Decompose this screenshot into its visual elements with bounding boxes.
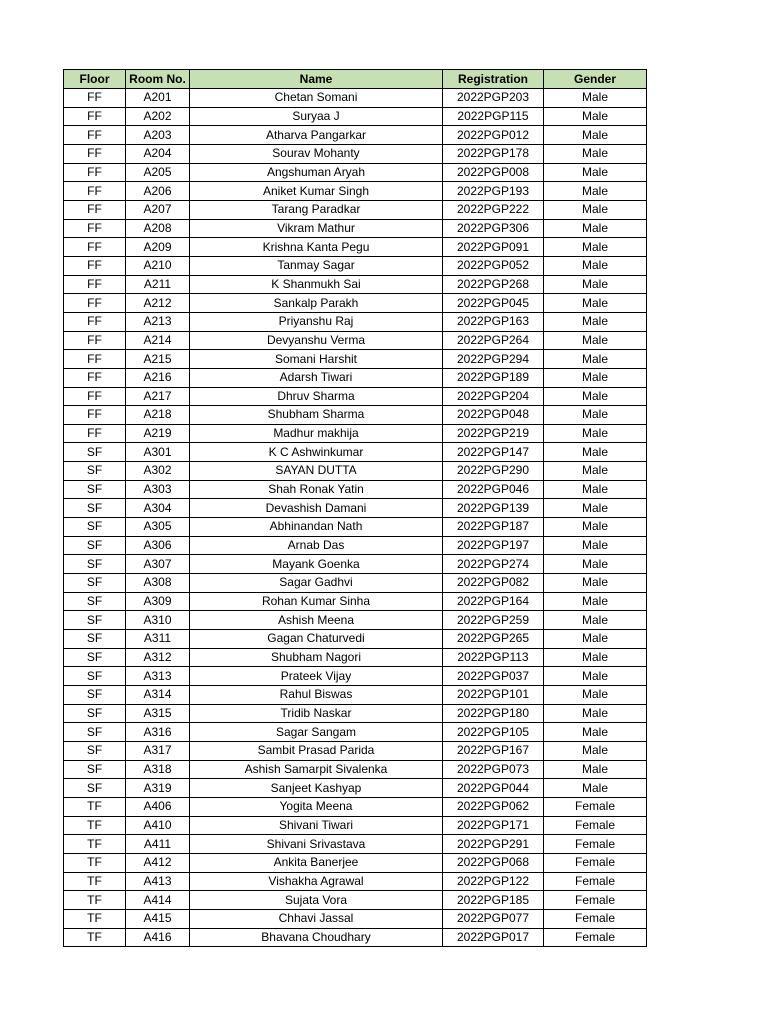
cell-registration: 2022PGP017 [443, 928, 544, 947]
cell-gender: Female [544, 909, 647, 928]
cell-floor: SF [64, 704, 126, 723]
cell-room-no: A214 [126, 331, 190, 350]
cell-floor: FF [64, 368, 126, 387]
table-row [64, 891, 647, 910]
table-row [64, 574, 647, 593]
cell-floor: FF [64, 387, 126, 406]
table-row [64, 648, 647, 667]
table-row [64, 536, 647, 555]
cell-name: Suryaa J [190, 107, 443, 126]
cell-gender: Male [544, 126, 647, 145]
cell-room-no: A212 [126, 294, 190, 313]
cell-name: Shah Ronak Yatin [190, 480, 443, 499]
cell-room-no: A211 [126, 275, 190, 294]
table-row [64, 611, 647, 630]
cell-room-no: A305 [126, 518, 190, 537]
cell-gender: Male [544, 686, 647, 705]
cell-room-no: A209 [126, 238, 190, 257]
cell-room-no: A206 [126, 182, 190, 201]
cell-room-no: A213 [126, 312, 190, 331]
cell-registration: 2022PGP204 [443, 387, 544, 406]
cell-name: K C Ashwinkumar [190, 443, 443, 462]
cell-room-no: A203 [126, 126, 190, 145]
cell-room-no: A313 [126, 667, 190, 686]
cell-floor: TF [64, 853, 126, 872]
cell-registration: 2022PGP290 [443, 462, 544, 481]
cell-registration: 2022PGP171 [443, 816, 544, 835]
cell-name: Dhruv Sharma [190, 387, 443, 406]
cell-name: Somani Harshit [190, 350, 443, 369]
cell-floor: FF [64, 89, 126, 108]
cell-gender: Male [544, 406, 647, 425]
cell-floor: SF [64, 667, 126, 686]
table-row [64, 518, 647, 537]
header-room-no: Room No. [126, 70, 190, 89]
cell-registration: 2022PGP197 [443, 536, 544, 555]
table-row [64, 555, 647, 574]
cell-registration: 2022PGP082 [443, 574, 544, 593]
cell-gender: Male [544, 592, 647, 611]
cell-name: Sujata Vora [190, 891, 443, 910]
table-row [64, 686, 647, 705]
cell-gender: Male [544, 574, 647, 593]
table-row [64, 144, 647, 163]
cell-room-no: A412 [126, 853, 190, 872]
table-row [64, 741, 647, 760]
cell-gender: Male [544, 294, 647, 313]
cell-room-no: A314 [126, 686, 190, 705]
cell-registration: 2022PGP046 [443, 480, 544, 499]
cell-gender: Male [544, 630, 647, 649]
table-header [64, 70, 647, 89]
cell-gender: Male [544, 741, 647, 760]
cell-gender: Male [544, 256, 647, 275]
cell-floor: SF [64, 555, 126, 574]
cell-floor: SF [64, 499, 126, 518]
cell-floor: FF [64, 144, 126, 163]
cell-room-no: A317 [126, 741, 190, 760]
cell-gender: Male [544, 611, 647, 630]
cell-registration: 2022PGP163 [443, 312, 544, 331]
cell-gender: Male [544, 368, 647, 387]
table-row [64, 443, 647, 462]
cell-floor: TF [64, 909, 126, 928]
table-row [64, 779, 647, 798]
cell-floor: FF [64, 182, 126, 201]
cell-room-no: A218 [126, 406, 190, 425]
cell-gender: Female [544, 797, 647, 816]
table-row [64, 89, 647, 108]
cell-registration: 2022PGP268 [443, 275, 544, 294]
cell-floor: FF [64, 312, 126, 331]
cell-room-no: A219 [126, 424, 190, 443]
cell-name: Adarsh Tiwari [190, 368, 443, 387]
table-row [64, 406, 647, 425]
cell-name: Shubham Nagori [190, 648, 443, 667]
cell-registration: 2022PGP115 [443, 107, 544, 126]
cell-registration: 2022PGP008 [443, 163, 544, 182]
cell-name: Tridib Naskar [190, 704, 443, 723]
cell-name: Sagar Gadhvi [190, 574, 443, 593]
cell-gender: Female [544, 891, 647, 910]
table-row [64, 667, 647, 686]
table-row [64, 872, 647, 891]
cell-gender: Male [544, 667, 647, 686]
cell-floor: SF [64, 462, 126, 481]
cell-gender: Male [544, 760, 647, 779]
cell-floor: SF [64, 723, 126, 742]
table-row [64, 835, 647, 854]
table-row [64, 424, 647, 443]
table-row [64, 909, 647, 928]
cell-gender: Male [544, 536, 647, 555]
cell-floor: FF [64, 163, 126, 182]
table-row [64, 200, 647, 219]
table-row [64, 797, 647, 816]
header-row [64, 70, 647, 89]
cell-registration: 2022PGP122 [443, 872, 544, 891]
cell-floor: FF [64, 107, 126, 126]
cell-room-no: A210 [126, 256, 190, 275]
cell-room-no: A302 [126, 462, 190, 481]
cell-floor: TF [64, 816, 126, 835]
cell-floor: FF [64, 331, 126, 350]
table-row [64, 368, 647, 387]
cell-gender: Female [544, 853, 647, 872]
table-row [64, 499, 647, 518]
cell-name: Shivani Tiwari [190, 816, 443, 835]
cell-room-no: A316 [126, 723, 190, 742]
cell-name: Sambit Prasad Parida [190, 741, 443, 760]
cell-floor: SF [64, 574, 126, 593]
cell-registration: 2022PGP180 [443, 704, 544, 723]
cell-name: Arnab Das [190, 536, 443, 555]
table-row [64, 387, 647, 406]
cell-gender: Male [544, 518, 647, 537]
cell-name: Vishakha Agrawal [190, 872, 443, 891]
cell-name: Chhavi Jassal [190, 909, 443, 928]
table-row [64, 350, 647, 369]
header-registration: Registration [443, 70, 544, 89]
cell-name: Aniket Kumar Singh [190, 182, 443, 201]
cell-gender: Male [544, 723, 647, 742]
cell-registration: 2022PGP294 [443, 350, 544, 369]
cell-registration: 2022PGP045 [443, 294, 544, 313]
cell-registration: 2022PGP193 [443, 182, 544, 201]
cell-gender: Female [544, 835, 647, 854]
cell-room-no: A204 [126, 144, 190, 163]
cell-registration: 2022PGP091 [443, 238, 544, 257]
cell-room-no: A416 [126, 928, 190, 947]
cell-gender: Male [544, 443, 647, 462]
table-row [64, 294, 647, 313]
cell-name: Ashish Meena [190, 611, 443, 630]
table-row [64, 704, 647, 723]
cell-gender: Male [544, 350, 647, 369]
table-row [64, 331, 647, 350]
cell-room-no: A413 [126, 872, 190, 891]
cell-gender: Female [544, 816, 647, 835]
cell-floor: TF [64, 835, 126, 854]
cell-name: SAYAN DUTTA [190, 462, 443, 481]
cell-room-no: A301 [126, 443, 190, 462]
cell-registration: 2022PGP167 [443, 741, 544, 760]
cell-registration: 2022PGP264 [443, 331, 544, 350]
cell-floor: SF [64, 536, 126, 555]
table-row [64, 816, 647, 835]
table-row [64, 275, 647, 294]
cell-room-no: A311 [126, 630, 190, 649]
cell-floor: SF [64, 779, 126, 798]
cell-room-no: A215 [126, 350, 190, 369]
table-row [64, 462, 647, 481]
cell-floor: FF [64, 350, 126, 369]
cell-room-no: A216 [126, 368, 190, 387]
cell-room-no: A315 [126, 704, 190, 723]
table-row [64, 630, 647, 649]
cell-floor: FF [64, 294, 126, 313]
cell-name: Sankalp Parakh [190, 294, 443, 313]
cell-floor: FF [64, 256, 126, 275]
cell-gender: Male [544, 89, 647, 108]
cell-gender: Male [544, 182, 647, 201]
cell-registration: 2022PGP185 [443, 891, 544, 910]
cell-room-no: A312 [126, 648, 190, 667]
cell-name: Rohan Kumar Sinha [190, 592, 443, 611]
cell-name: Abhinandan Nath [190, 518, 443, 537]
cell-room-no: A207 [126, 200, 190, 219]
cell-gender: Male [544, 238, 647, 257]
cell-floor: SF [64, 630, 126, 649]
cell-name: Rahul Biswas [190, 686, 443, 705]
cell-gender: Male [544, 200, 647, 219]
cell-registration: 2022PGP062 [443, 797, 544, 816]
cell-room-no: A415 [126, 909, 190, 928]
cell-room-no: A310 [126, 611, 190, 630]
table-row [64, 126, 647, 145]
cell-name: Madhur makhija [190, 424, 443, 443]
cell-registration: 2022PGP178 [443, 144, 544, 163]
table-row [64, 182, 647, 201]
cell-registration: 2022PGP113 [443, 648, 544, 667]
cell-name: Krishna Kanta Pegu [190, 238, 443, 257]
cell-room-no: A306 [126, 536, 190, 555]
cell-registration: 2022PGP189 [443, 368, 544, 387]
cell-room-no: A307 [126, 555, 190, 574]
cell-gender: Male [544, 275, 647, 294]
cell-floor: FF [64, 219, 126, 238]
table-row [64, 163, 647, 182]
cell-gender: Male [544, 219, 647, 238]
cell-name: Devashish Damani [190, 499, 443, 518]
cell-gender: Male [544, 144, 647, 163]
cell-room-no: A318 [126, 760, 190, 779]
cell-room-no: A217 [126, 387, 190, 406]
cell-registration: 2022PGP164 [443, 592, 544, 611]
cell-floor: SF [64, 611, 126, 630]
cell-registration: 2022PGP274 [443, 555, 544, 574]
cell-registration: 2022PGP222 [443, 200, 544, 219]
cell-registration: 2022PGP048 [443, 406, 544, 425]
cell-room-no: A414 [126, 891, 190, 910]
cell-room-no: A303 [126, 480, 190, 499]
cell-registration: 2022PGP077 [443, 909, 544, 928]
cell-registration: 2022PGP012 [443, 126, 544, 145]
cell-room-no: A319 [126, 779, 190, 798]
cell-gender: Male [544, 462, 647, 481]
table-body [64, 89, 647, 947]
cell-floor: SF [64, 518, 126, 537]
cell-floor: TF [64, 797, 126, 816]
header-name: Name [190, 70, 443, 89]
cell-registration: 2022PGP068 [443, 853, 544, 872]
cell-registration: 2022PGP044 [443, 779, 544, 798]
cell-floor: FF [64, 200, 126, 219]
cell-floor: SF [64, 443, 126, 462]
cell-registration: 2022PGP203 [443, 89, 544, 108]
table-row [64, 928, 647, 947]
cell-gender: Female [544, 872, 647, 891]
cell-name: Sanjeet Kashyap [190, 779, 443, 798]
cell-gender: Male [544, 648, 647, 667]
cell-name: Mayank Goenka [190, 555, 443, 574]
cell-name: Tarang Paradkar [190, 200, 443, 219]
cell-floor: SF [64, 686, 126, 705]
cell-registration: 2022PGP037 [443, 667, 544, 686]
table-row [64, 219, 647, 238]
cell-registration: 2022PGP139 [443, 499, 544, 518]
cell-floor: TF [64, 928, 126, 947]
cell-registration: 2022PGP265 [443, 630, 544, 649]
cell-name: Shivani Srivastava [190, 835, 443, 854]
cell-name: Chetan Somani [190, 89, 443, 108]
cell-gender: Male [544, 480, 647, 499]
cell-registration: 2022PGP219 [443, 424, 544, 443]
cell-registration: 2022PGP073 [443, 760, 544, 779]
cell-name: Sagar Sangam [190, 723, 443, 742]
table-row [64, 723, 647, 742]
cell-gender: Male [544, 312, 647, 331]
cell-name: Bhavana Choudhary [190, 928, 443, 947]
cell-registration: 2022PGP147 [443, 443, 544, 462]
cell-name: Atharva Pangarkar [190, 126, 443, 145]
cell-name: Tanmay Sagar [190, 256, 443, 275]
cell-name: Devyanshu Verma [190, 331, 443, 350]
room-allocation-table [63, 69, 647, 947]
cell-name: Prateek Vijay [190, 667, 443, 686]
cell-floor: SF [64, 760, 126, 779]
cell-room-no: A411 [126, 835, 190, 854]
cell-name: Angshuman Aryah [190, 163, 443, 182]
cell-floor: SF [64, 741, 126, 760]
cell-floor: TF [64, 872, 126, 891]
cell-floor: FF [64, 275, 126, 294]
cell-registration: 2022PGP101 [443, 686, 544, 705]
cell-floor: FF [64, 126, 126, 145]
cell-room-no: A304 [126, 499, 190, 518]
cell-floor: FF [64, 406, 126, 425]
cell-name: Sourav Mohanty [190, 144, 443, 163]
cell-gender: Male [544, 387, 647, 406]
header-floor: Floor [64, 70, 126, 89]
cell-registration: 2022PGP291 [443, 835, 544, 854]
cell-floor: SF [64, 592, 126, 611]
cell-name: Priyanshu Raj [190, 312, 443, 331]
cell-gender: Male [544, 331, 647, 350]
cell-gender: Male [544, 779, 647, 798]
cell-gender: Male [544, 555, 647, 574]
cell-gender: Male [544, 163, 647, 182]
cell-name: Gagan Chaturvedi [190, 630, 443, 649]
cell-name: Shubham Sharma [190, 406, 443, 425]
cell-name: Ankita Banerjee [190, 853, 443, 872]
cell-room-no: A406 [126, 797, 190, 816]
cell-room-no: A410 [126, 816, 190, 835]
table-row [64, 592, 647, 611]
cell-room-no: A201 [126, 89, 190, 108]
cell-floor: SF [64, 480, 126, 499]
table-row [64, 256, 647, 275]
cell-gender: Male [544, 424, 647, 443]
table-row [64, 238, 647, 257]
cell-gender: Female [544, 928, 647, 947]
cell-floor: FF [64, 238, 126, 257]
cell-room-no: A309 [126, 592, 190, 611]
cell-floor: SF [64, 648, 126, 667]
cell-floor: FF [64, 424, 126, 443]
table-row [64, 480, 647, 499]
cell-room-no: A202 [126, 107, 190, 126]
cell-floor: TF [64, 891, 126, 910]
table-row [64, 107, 647, 126]
cell-name: Vikram Mathur [190, 219, 443, 238]
cell-registration: 2022PGP187 [443, 518, 544, 537]
cell-name: K Shanmukh Sai [190, 275, 443, 294]
cell-name: Ashish Samarpit Sivalenka [190, 760, 443, 779]
cell-registration: 2022PGP105 [443, 723, 544, 742]
table-row [64, 312, 647, 331]
table-row [64, 760, 647, 779]
cell-room-no: A308 [126, 574, 190, 593]
cell-room-no: A205 [126, 163, 190, 182]
cell-name: Yogita Meena [190, 797, 443, 816]
table-row [64, 853, 647, 872]
cell-registration: 2022PGP052 [443, 256, 544, 275]
cell-gender: Male [544, 107, 647, 126]
cell-gender: Male [544, 704, 647, 723]
header-gender: Gender [544, 70, 647, 89]
cell-registration: 2022PGP259 [443, 611, 544, 630]
cell-room-no: A208 [126, 219, 190, 238]
cell-registration: 2022PGP306 [443, 219, 544, 238]
cell-gender: Male [544, 499, 647, 518]
